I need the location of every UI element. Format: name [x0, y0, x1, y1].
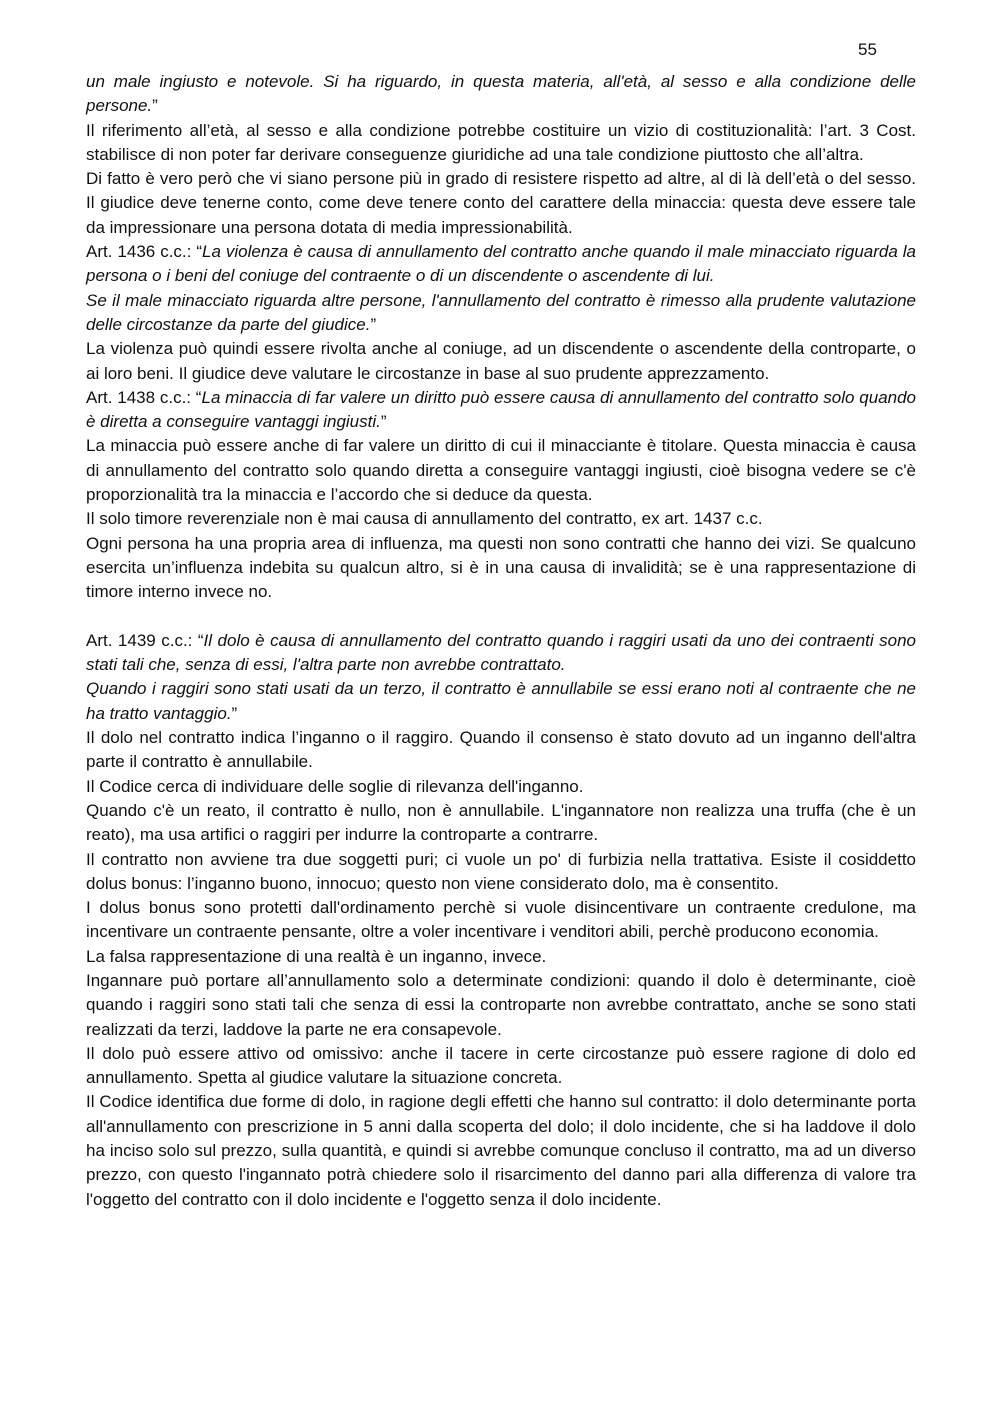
- body-text: La minaccia può essere anche di far valere un diritto di cui il minacciante è titolare. Questa minaccia è causa di annullamento del contratto solo quando diretta a conseguire vantaggi ingiusti, cioè bisogna vedere se c'è proporzionalità tra la minaccia e l’accordo che si deduce da questa.: [86, 436, 916, 505]
- paragraph-p4: [86, 240, 916, 289]
- paragraph-p6: [86, 337, 916, 386]
- body-text: La falsa rappresentazione di una realtà è un inganno, invece.: [86, 946, 547, 966]
- body-text: I dolus bonus sono protetti dall'ordinamento perchè si vuole disincentivare un contraente credulone, ma incentivare un contraente pensante, oltre a voler incentivare i venditori abili, perchè producono economia.: [86, 898, 916, 942]
- paragraph-p19: [86, 969, 916, 1042]
- body-text: Art. 1436 c.c.: “: [86, 242, 202, 262]
- document-body: [86, 70, 916, 1212]
- body-text: ”: [152, 96, 158, 116]
- paragraph-p8: [86, 434, 916, 507]
- paragraph-p21: [86, 1090, 916, 1211]
- paragraph-p5: [86, 289, 916, 338]
- paragraph-gap: [86, 605, 916, 629]
- page-number: 55: [858, 40, 877, 59]
- body-text: Ogni persona ha una propria area di influenza, ma questi non sono contratti che hanno dei vizi. Se qualcuno esercita un’influenza indebita su qualcun altro, si è in una causa di invalidità; se è una rappresentazione di timore interno invece no.: [86, 533, 916, 602]
- quoted-law-text: La violenza è causa di annullamento del contratto anche quando il male minacciato riguarda la persona o i beni del coniuge del contraente o di un discendente o ascendente di lui.: [86, 242, 917, 286]
- paragraph-p9: [86, 507, 916, 531]
- paragraph-p7: [86, 386, 916, 435]
- quoted-law-text: La minaccia di far valere un diritto può essere causa di annullamento del contratto solo quando è diretta a conseguire vantaggi ingiusti.: [86, 387, 917, 432]
- paragraph-p1: [86, 70, 916, 119]
- paragraph-p14: [86, 775, 916, 799]
- paragraph-p20: [86, 1042, 916, 1091]
- paragraph-p17: [86, 896, 916, 945]
- body-text: Il solo timore reverenziale non è mai causa di annullamento del contratto, ex art. 1437 c.c.: [86, 509, 763, 529]
- body-text: Il contratto non avviene tra due soggetti puri; ci vuole un po' di furbizia nella trattativa. Esiste il cosiddetto dolus bonus: l’inganno buono, innocuo; questo non viene considerato dolo, ma è consentito.: [86, 849, 916, 893]
- body-text: Il Codice identifica due forme di dolo, in ragione degli effetti che hanno sul contratto: il dolo determinante porta all'annullamento con prescrizione in 5 anni dalla scoperta del dolo; il dolo incidente, che si ha laddove il dolo ha inciso solo sul prezzo, sulla quantità, e quindi si avrebbe comunque concluso il contratto, ma ad un diverso prezzo, con questo l'ingannato potrà chiedere solo il risarcimento del danno pari alla differenza di valore tra l'oggetto del contratto con il dolo incidente e l'oggetto senza il dolo incidente.: [86, 1092, 916, 1209]
- paragraph-p11: [86, 629, 916, 678]
- quoted-law-text: Se il male minacciato riguarda altre persone, l'annullamento del contratto è rimesso alla prudente valutazione delle circostanze da parte del giudice.: [86, 290, 916, 334]
- body-text: Il dolo può essere attivo od omissivo: anche il tacere in certe circostanze può essere ragione di dolo ed annullamento. Spetta al giudice valutare la situazione concreta.: [86, 1043, 916, 1088]
- body-text: Il Codice cerca di individuare delle soglie di rilevanza dell'inganno.: [86, 776, 584, 796]
- body-text: Quando c'è un reato, il contratto è nullo, non è annullabile. L'ingannatore non realizza una truffa (che è un reato), ma usa artifici o raggiri per indurre la controparte a contrarre.: [86, 800, 916, 845]
- body-text: ”: [370, 314, 377, 334]
- paragraph-p2: [86, 119, 916, 168]
- paragraph-p10: [86, 532, 916, 605]
- body-text: La violenza può quindi essere rivolta anche al coniuge, ad un discendente o ascendente della controparte, o ai loro beni. Il giudice deve valutare le circostanze in base al suo prudente apprezzamento.: [86, 339, 916, 383]
- body-text: Il dolo nel contratto indica l’inganno o il raggiro. Quando il consenso è stato dovuto ad un inganno dell'altra parte il contratto è annullabile.: [86, 728, 916, 772]
- paragraph-p15: [86, 799, 916, 848]
- body-text: ”: [380, 412, 387, 432]
- paragraph-p12: [86, 677, 916, 726]
- paragraph-p13: [86, 726, 916, 775]
- body-text: Il riferimento all’età, al sesso e alla condizione potrebbe costituire un vizio di costituzionalità: l’art. 3 Cost. stabilisce di non poter far derivare conseguenze giuridiche ad una tale condizione piuttosto che all’altra.: [86, 120, 916, 164]
- body-text: Di fatto è vero però che vi siano persone più in grado di resistere rispetto ad altre, al di là dell’età o del sesso. Il giudice deve tenerne conto, come deve tenere conto del carattere della minaccia: questa deve essere tale da impressionare una persona dotata di media impressionabilità.: [86, 169, 916, 237]
- paragraph-p3: [86, 167, 916, 240]
- quoted-law-text: Quando i raggiri sono stati usati da un terzo, il contratto è annullabile se essi erano noti al contraente che ne ha tratto vantaggio.: [86, 679, 916, 723]
- body-text: Art. 1438 c.c.: “: [86, 387, 202, 407]
- body-text: Ingannare può portare all’annullamento solo a determinate condizioni: quando il dolo è determinante, cioè quando i raggiri sono stati tali che senza di essi la controparte non avrebbe contrattato, anche se sono stati realizzati da terzi, laddove la parte ne era consapevole.: [86, 970, 916, 1039]
- body-text: ”: [231, 703, 238, 723]
- quoted-law-text: un male ingiusto e notevole. Si ha riguardo, in questa materia, all'età, al sesso e alla condizione delle persone.: [86, 72, 916, 116]
- body-text: Art. 1439 c.c.: “: [86, 630, 204, 650]
- paragraph-p18: [86, 945, 916, 969]
- quoted-law-text: Il dolo è causa di annullamento del contratto quando i raggiri usati da uno dei contraenti sono stati tali che, senza di essi, l'altra parte non avrebbe contrattato.: [86, 630, 916, 675]
- paragraph-p16: [86, 848, 916, 897]
